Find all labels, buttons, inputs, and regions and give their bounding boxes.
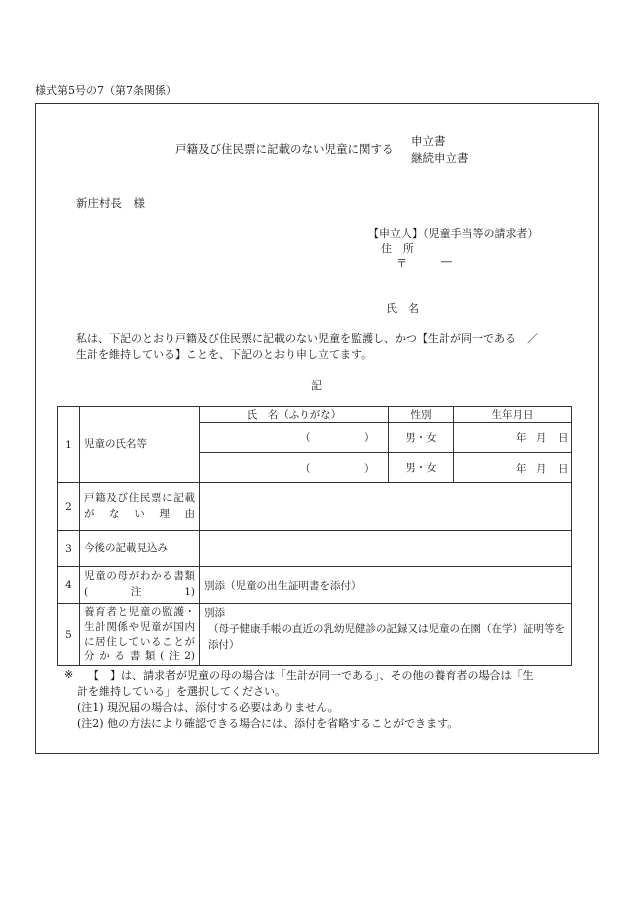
- child-info-table: [57, 406, 572, 666]
- address-label: 住 所: [381, 242, 414, 255]
- note-star-mark: ※: [64, 668, 74, 681]
- title-option-continuation: 継続申立書: [411, 151, 469, 165]
- statement-line-2: 生計を維持している】ことを、下記のとおり申し立てます。: [76, 348, 373, 361]
- row-2-label: 戸籍及び住民票に記載がない理由: [80, 483, 200, 531]
- child-2-sex-field[interactable]: [389, 453, 454, 483]
- sex-options: 男・女: [405, 462, 437, 474]
- title-option-application: 申立書: [411, 134, 446, 148]
- row-4-label: 児童の母がわかる書類(注1): [80, 567, 200, 604]
- row-5-value-line-2: （母子健康手帳の直近の乳幼児健診の記録又は児童の在園（在学）証明等を添付）: [208, 622, 565, 651]
- child-1-dob-field[interactable]: [454, 423, 572, 453]
- child-1-name-field[interactable]: [200, 423, 389, 453]
- row-3-label: 今後の記載見込み: [80, 531, 200, 567]
- row-5-label: 養育者と児童の監護・生計関係や児童が国内に居住していることが分かる書類(注2): [80, 604, 200, 666]
- row-3-number: 3: [58, 531, 80, 567]
- sex-options: 男・女: [405, 432, 437, 444]
- month-label: 月: [536, 463, 547, 475]
- name-label: 氏 名: [386, 302, 419, 315]
- year-label: 年: [516, 432, 527, 444]
- form-number: 様式第5号の7（第7条関係）: [35, 84, 177, 97]
- month-label: 月: [536, 432, 547, 444]
- row-1-number: 1: [58, 407, 80, 483]
- applicant-heading: 【申立人】（児童手当等の請求者）: [368, 227, 539, 240]
- header-name: 氏 名（ふりがな）: [200, 407, 389, 423]
- paren-open: （: [300, 432, 311, 444]
- child-2-dob-field[interactable]: [454, 453, 572, 483]
- statement-line-1: 私は、下記のとおり戸籍及び住民票に記載のない児童を監護し、かつ【生計が同一である ／: [76, 332, 538, 345]
- paren-close: ）: [364, 432, 375, 444]
- year-label: 年: [516, 463, 527, 475]
- postal-mark: 〒: [396, 257, 407, 270]
- row-4-value: 別添（児童の出生証明書を添付）: [200, 567, 572, 604]
- form-title: 戸籍及び住民票に記載のない児童に関する: [175, 142, 394, 156]
- child-2-name-field[interactable]: [200, 453, 389, 483]
- row-2-value-field[interactable]: [200, 483, 572, 531]
- row-1-label: 児童の氏名等: [80, 407, 200, 483]
- paren-close: ）: [364, 463, 375, 475]
- child-1-sex-field[interactable]: [389, 423, 454, 453]
- header-dob: 生年月日: [454, 407, 572, 423]
- row-5-value-line-1: 別添: [204, 607, 225, 619]
- note-star-line-2: 計を維持している」を選択してください。: [77, 685, 286, 698]
- ki-mark: 記: [311, 379, 322, 392]
- note-1: (注1) 現況届の場合は、添付する必要はありません。: [77, 701, 339, 714]
- day-label: 日: [558, 432, 569, 444]
- row-5-number: 5: [58, 604, 80, 666]
- day-label: 日: [558, 463, 569, 475]
- row-3-value-field[interactable]: [200, 531, 572, 567]
- note-2: (注2) 他の方法により確認できる場合には、添付を省略することができます。: [77, 717, 459, 730]
- note-star-line-1: 【 】は、請求者が児童の母の場合は「生計が同一である」、その他の養育者の場合は「生: [88, 669, 534, 682]
- postal-dash: ―: [441, 255, 452, 268]
- addressee: 新庄村長 様: [76, 196, 145, 210]
- row-2-number: 2: [58, 483, 80, 531]
- row-4-number: 4: [58, 567, 80, 604]
- paren-open: （: [300, 463, 311, 475]
- header-sex: 性別: [389, 407, 454, 423]
